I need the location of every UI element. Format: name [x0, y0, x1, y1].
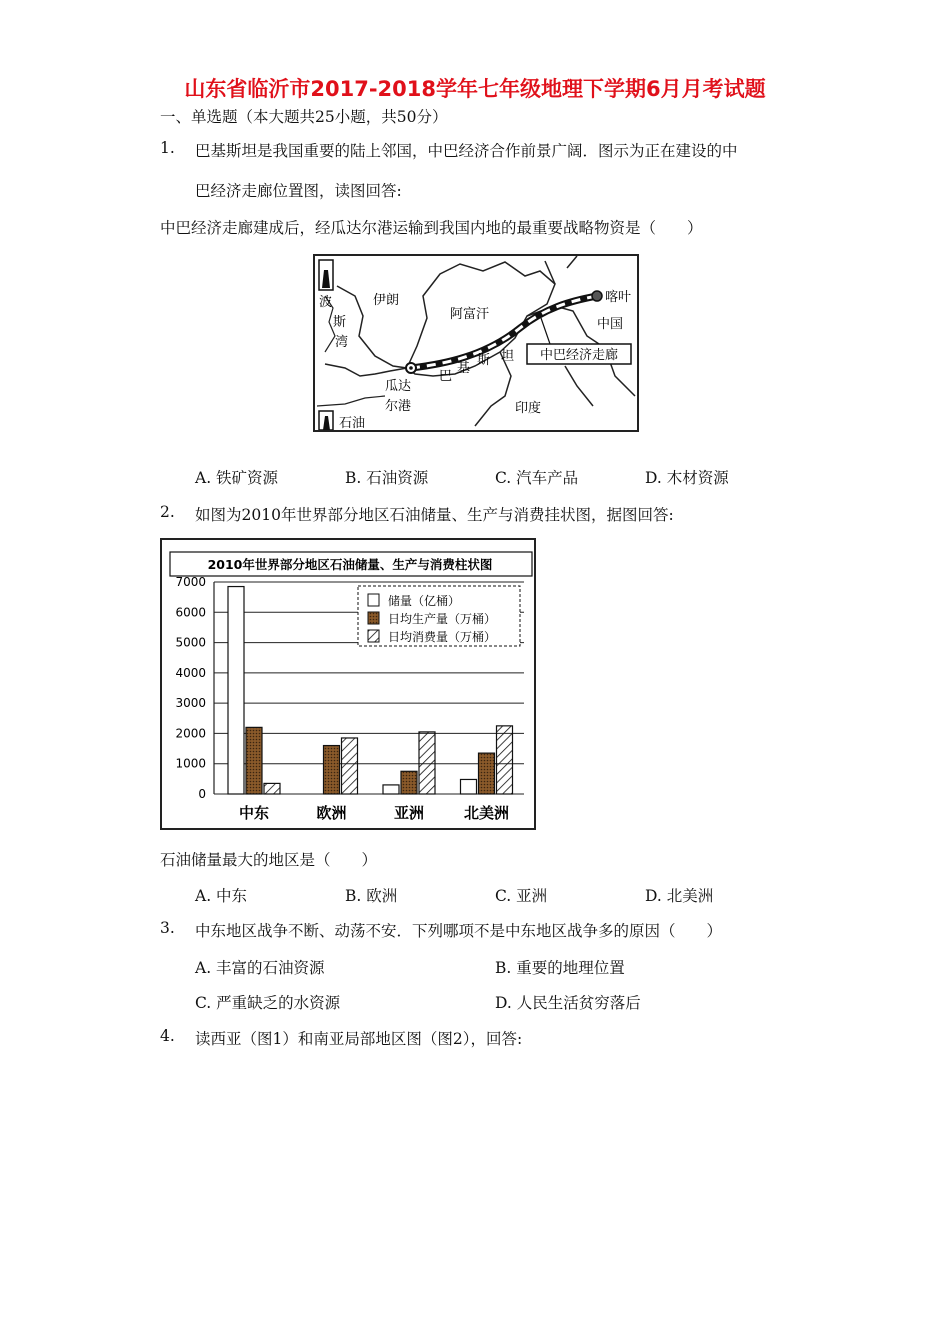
- y-tick-label: 6000: [175, 605, 206, 620]
- y-tick-label: 2000: [175, 726, 206, 741]
- q1-option-b[interactable]: B. 石油资源: [345, 469, 429, 487]
- y-tick-label: 3000: [175, 696, 206, 711]
- q1-stem-line1: 巴基斯坦是我国重要的陆上邻国，中巴经济合作前景广阔．图示为正在建设的中: [195, 142, 738, 160]
- gwadar-label-2: 尔港: [385, 399, 412, 414]
- oil-legend-icon: [319, 411, 333, 430]
- y-tick-label: 5000: [175, 635, 206, 650]
- q3-stem: 中东地区战争不断、动荡不安．下列哪项不是中东地区战争多的原因（ ）: [195, 922, 723, 940]
- y-tick-label: 7000: [175, 575, 206, 589]
- bar: [461, 779, 477, 794]
- q4-stem: 读西亚（图1）和南亚局部地区图（图2），回答:: [195, 1030, 523, 1048]
- corridor-label: 中巴经济走廊: [539, 348, 619, 363]
- oil-label: 石油: [339, 416, 366, 430]
- legend-swatch: [368, 612, 379, 624]
- legend-label: 储量（亿桶）: [388, 594, 461, 608]
- y-tick-label: 4000: [175, 665, 206, 680]
- legend-swatch: [368, 630, 379, 642]
- x-tick-label: 中东: [238, 804, 270, 822]
- x-tick-label: 北美洲: [463, 804, 510, 822]
- legend-label: 日均生产量（万桶）: [388, 612, 497, 626]
- q1-option-c[interactable]: C. 汽车产品: [495, 469, 579, 487]
- q3-number: 3.: [160, 919, 175, 937]
- legend-swatch: [368, 594, 379, 606]
- q2-option-b[interactable]: B. 欧洲: [345, 887, 398, 905]
- pakistan-label-3: 斯: [477, 353, 491, 368]
- y-tick-label: 1000: [175, 756, 206, 771]
- legend-label: 日均消费量（万桶）: [388, 630, 497, 644]
- section-heading: 一、单选题（本大题共25小题，共50分）: [160, 108, 448, 126]
- bar: [264, 783, 280, 794]
- q1-option-a[interactable]: A. 铁矿资源: [195, 469, 279, 487]
- india-label: 印度: [515, 401, 542, 416]
- oil-bar-chart: [160, 538, 536, 830]
- persian-gulf-label-3: 湾: [335, 335, 349, 350]
- q1-option-d[interactable]: D. 木材资源: [645, 469, 729, 487]
- bar: [419, 732, 435, 794]
- q2-stem: 如图为2010年世界部分地区石油储量、生产与消费挂状图，据图回答:: [195, 506, 674, 524]
- q2-option-c[interactable]: C. 亚洲: [495, 887, 548, 905]
- q2-number: 2.: [160, 503, 175, 521]
- bar: [342, 738, 358, 794]
- q2-question: 石油储量最大的地区是（ ）: [160, 851, 378, 869]
- q1-question: 中巴经济走廊建成后，经瓜达尔港运输到我国内地的最重要战略物资是（ ）: [160, 219, 703, 237]
- q3-option-c[interactable]: C. 严重缺乏的水资源: [195, 994, 341, 1012]
- page-title: 山东省临沂市2017-2018学年七年级地理下学期6月月考试题: [184, 77, 766, 101]
- gwadar-label-1: 瓜达: [385, 379, 412, 394]
- q1-number: 1.: [160, 139, 175, 157]
- q2-option-d[interactable]: D. 北美洲: [645, 887, 714, 905]
- persian-gulf-label-2: 斯: [333, 315, 347, 330]
- cpec-map-drawing: [315, 256, 637, 430]
- persian-gulf-label-1: 波: [319, 295, 333, 310]
- q3-option-d[interactable]: D. 人民生活贫穷落后: [495, 994, 641, 1012]
- q2-option-a[interactable]: A. 中东: [195, 887, 248, 905]
- china-label: 中国: [597, 317, 624, 332]
- q4-number: 4.: [160, 1027, 175, 1045]
- q3-option-b[interactable]: B. 重要的地理位置: [495, 959, 625, 977]
- cpec-map: [313, 254, 639, 432]
- x-tick-label: 欧洲: [316, 804, 347, 822]
- oil-tank-icon: [319, 260, 333, 290]
- y-tick-label: 0: [198, 787, 206, 801]
- pakistan-label-4: 坦: [501, 349, 515, 364]
- bar: [401, 771, 417, 794]
- pakistan-label-2: 基: [457, 361, 471, 376]
- oil-bar-chart-drawing: [162, 540, 534, 828]
- iran-label: 伊朗: [373, 293, 400, 308]
- bar: [497, 726, 513, 794]
- bar: [228, 587, 244, 794]
- bar: [383, 785, 399, 794]
- chart-title: 2010年世界部分地区石油储量、生产与消费柱状图: [207, 557, 493, 572]
- q3-option-a[interactable]: A. 丰富的石油资源: [195, 959, 325, 977]
- bar: [246, 727, 262, 794]
- bar: [324, 746, 340, 794]
- afghanistan-label: 阿富汗: [450, 307, 490, 322]
- kashgar-label: 喀叶: [605, 290, 632, 305]
- x-tick-label: 亚洲: [393, 804, 425, 822]
- bar: [479, 753, 495, 794]
- q1-stem-line2: 巴经济走廊位置图，读图回答:: [195, 182, 402, 200]
- pakistan-label-1: 巴: [439, 369, 453, 384]
